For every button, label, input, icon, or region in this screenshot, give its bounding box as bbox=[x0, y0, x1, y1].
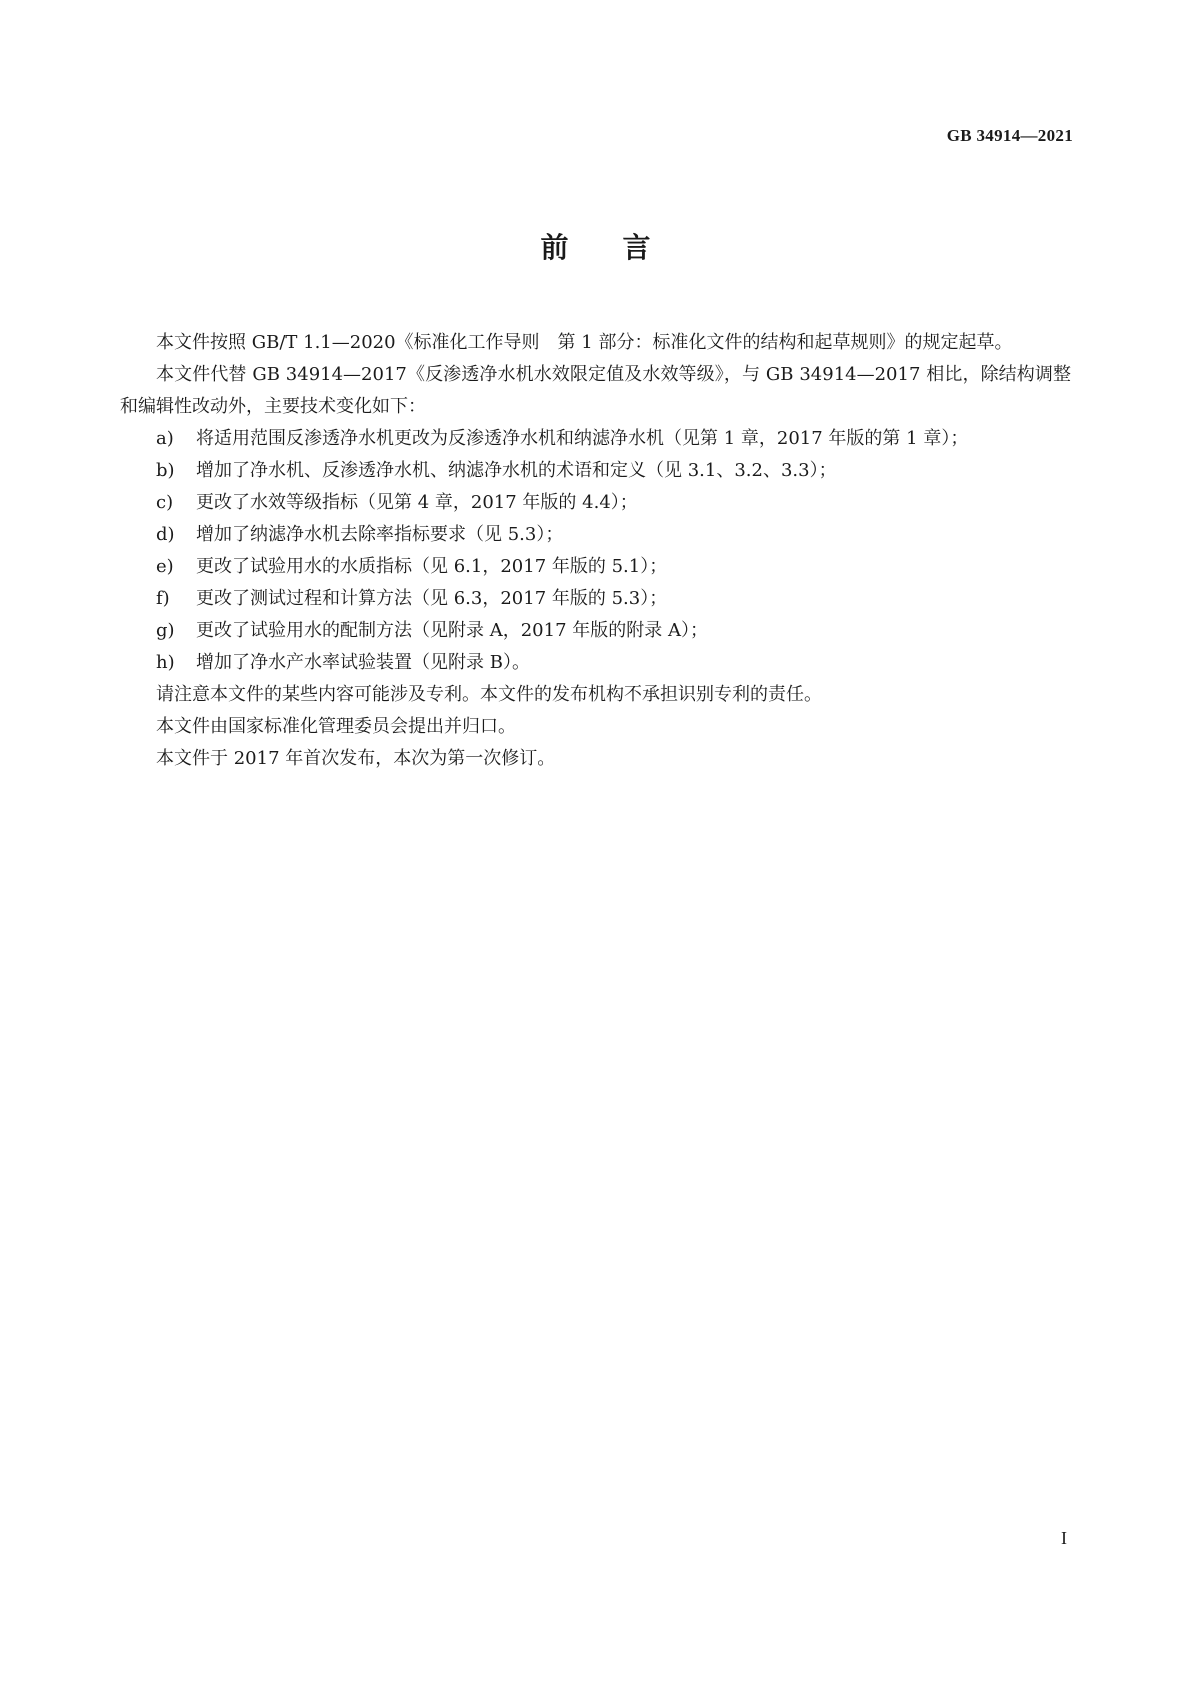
change-item-h bbox=[120, 647, 1071, 679]
change-item-g bbox=[120, 615, 1071, 647]
change-item-label: c) bbox=[156, 492, 174, 513]
page-title: 前言 bbox=[540, 231, 705, 264]
paragraph-proposer: 本文件由国家标准化管理委员会提出并归口。 bbox=[156, 716, 516, 737]
change-item-b bbox=[120, 455, 1071, 487]
change-item-text: 更改了试验用水的水质指标（见 6.1，2017 年版的 5.1）； bbox=[196, 556, 668, 577]
change-item-c bbox=[120, 487, 1071, 519]
change-item-text: 更改了测试过程和计算方法（见 6.3，2017 年版的 5.3）； bbox=[196, 588, 668, 609]
change-item-a bbox=[120, 423, 1071, 455]
paragraph-replacement: 本文件代替 GB 34914—2017《反渗透净水机水效限定值及水效等级》，与 GB 34914—2017 相比，除结构调整和编辑性改动外，主要技术变化如下： bbox=[120, 364, 1071, 417]
change-item-text: 增加了净水产水率试验装置（见附录 B）。 bbox=[196, 652, 530, 673]
change-item-label: d) bbox=[156, 524, 175, 545]
change-item-text: 增加了净水机、反渗透净水机、纳滤净水机的术语和定义（见 3.1、3.2、3.3）； bbox=[196, 460, 837, 481]
paragraph-patent-notice: 请注意本文件的某些内容可能涉及专利。本文件的发布机构不承担识别专利的责任。 bbox=[156, 684, 822, 705]
paragraph-publication-history: 本文件于 2017 年首次发布，本次为第一次修订。 bbox=[156, 748, 556, 769]
change-item-text: 更改了水效等级指标（见第 4 章，2017 年版的 4.4）； bbox=[196, 492, 638, 513]
change-item-d bbox=[120, 519, 1071, 551]
change-item-label: f) bbox=[156, 588, 170, 609]
change-item-label: a) bbox=[156, 428, 174, 449]
change-item-text: 更改了试验用水的配制方法（见附录 A，2017 年版的附录 A）； bbox=[196, 620, 708, 641]
change-item-label: h) bbox=[156, 652, 175, 673]
foreword-body bbox=[120, 327, 1071, 775]
document-code: GB 34914—2021 bbox=[946, 126, 1073, 145]
change-item-text: 将适用范围反渗透净水机更改为反渗透净水机和纳滤净水机（见第 1 章，2017 年版的第 1 章）； bbox=[196, 428, 969, 449]
change-item-label: b) bbox=[156, 460, 175, 481]
page-number: I bbox=[1061, 1528, 1067, 1548]
paragraph-drafting-rules: 本文件按照 GB/T 1.1—2020《标准化工作导则 第 1 部分：标准化文件的结构和起草规则》的规定起草。 bbox=[156, 332, 1013, 353]
change-item-text: 增加了纳滤净水机去除率指标要求（见 5.3）； bbox=[196, 524, 564, 545]
change-item-label: e) bbox=[156, 556, 174, 577]
change-item-label: g) bbox=[156, 620, 175, 641]
change-item-f bbox=[120, 583, 1071, 615]
change-item-e bbox=[120, 551, 1071, 583]
